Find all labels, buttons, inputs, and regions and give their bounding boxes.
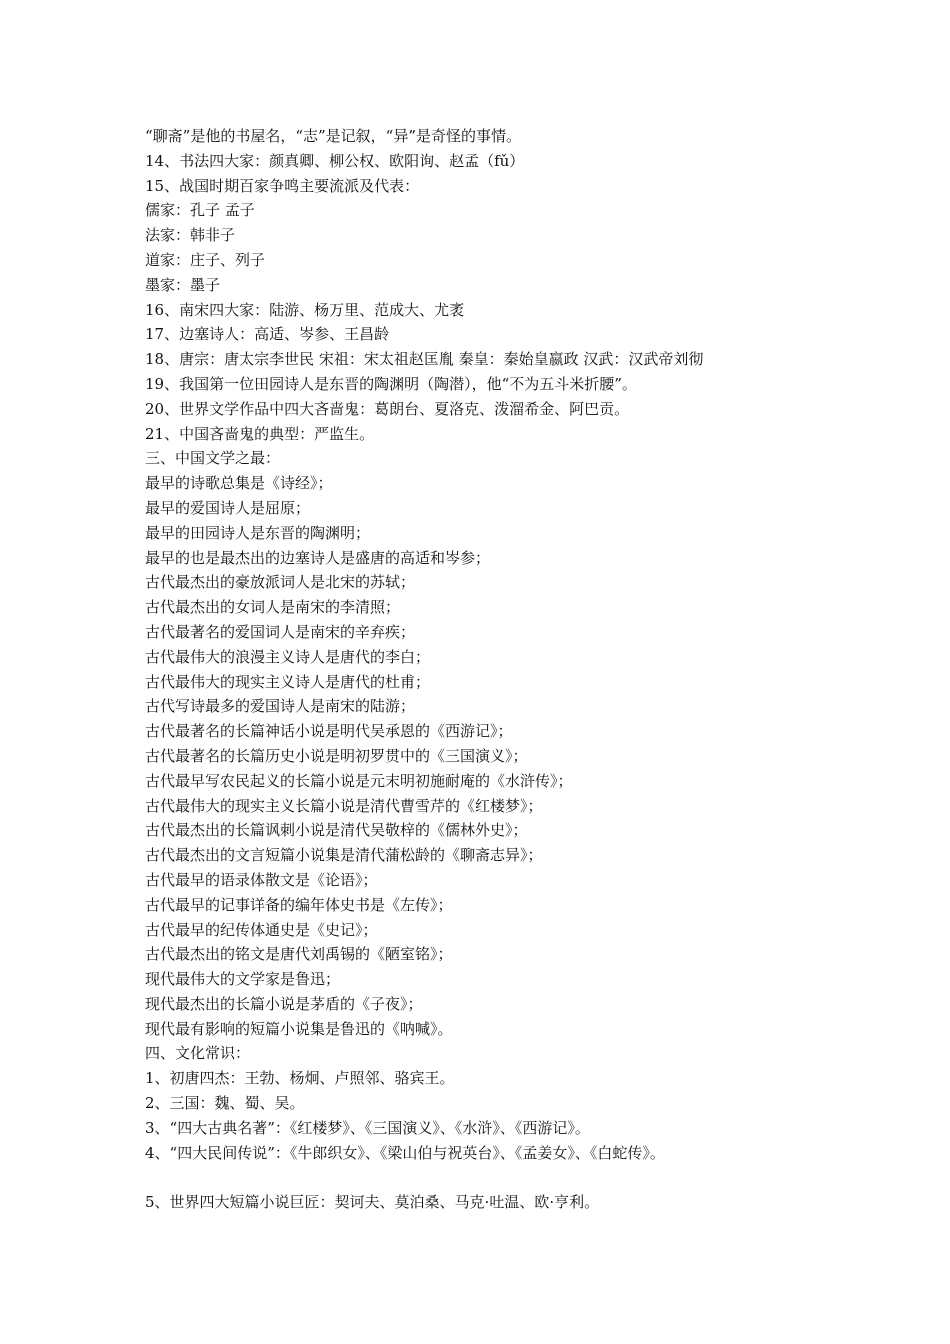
text-line: 古代最杰出的长篇讽刺小说是清代吴敬梓的《儒林外史》； <box>145 821 528 840</box>
text-line: 最早的诗歌总集是《诗经》； <box>145 474 333 493</box>
text-line: 古代最伟大的现实主义诗人是唐代的杜甫； <box>145 672 431 691</box>
text-line: 古代最早的记事详备的编年体史书是《左传》； <box>145 895 453 914</box>
text-line: 15、战国时期百家争鸣主要流派及代表： <box>145 176 420 195</box>
text-line: 古代最著名的长篇神话小说是明代吴承恩的《西游记》； <box>145 722 513 741</box>
text-line: 儒家：孔子 孟子 <box>145 201 255 220</box>
text-line: 古代最杰出的豪放派词人是北宋的苏轼； <box>145 573 416 592</box>
text-line: 最早的爱国诗人是屈原； <box>145 498 311 517</box>
text-line: 最早的田园诗人是东晋的陶渊明； <box>145 523 371 542</box>
text-line: 现代最有影响的短篇小说集是鲁迅的《呐喊》。 <box>145 1019 453 1038</box>
section-heading: 三、中国文学之最： <box>145 449 281 468</box>
text-line: 现代最杰出的长篇小说是茅盾的《子夜》； <box>145 994 423 1013</box>
text-line: 古代写诗最多的爱国诗人是南宋的陆游； <box>145 697 416 716</box>
text-line: 现代最伟大的文学家是鲁迅； <box>145 970 341 989</box>
text-line: “聊斋”是他的书屋名，“志”是记叙，“异”是奇怪的事情。 <box>145 127 522 145</box>
text-line: 4、“四大民间传说”：《牛郎织女》、《梁山伯与祝英台》、《孟姜女》、《白蛇传》。 <box>145 1143 665 1162</box>
text-line: 16、南宋四大家：陆游、杨万里、范成大、尤袤 <box>145 300 465 319</box>
text-line: 道家：庄子、列子 <box>145 250 266 269</box>
section-heading: 四、文化常识： <box>145 1044 251 1063</box>
text-line: 古代最杰出的文言短篇小说集是清代蒲松龄的《聊斋志异》； <box>145 846 543 865</box>
text-line: 17、边塞诗人：高适、岑参、王昌龄 <box>145 325 390 344</box>
text-line: 古代最早的纪传体通史是《史记》； <box>145 920 378 939</box>
text-line: 19、我国第一位田园诗人是东晋的陶渊明（陶潜），他“不为五斗米折腰”。 <box>145 374 637 393</box>
text-line: 古代最伟大的浪漫主义诗人是唐代的李白； <box>145 647 431 666</box>
text-line: 2、三国：魏、蜀、吴。 <box>145 1094 305 1113</box>
text-line: 最早的也是最杰出的边塞诗人是盛唐的高适和岑参； <box>145 548 491 567</box>
text-line: 古代最伟大的现实主义长篇小说是清代曹雪芹的《红楼梦》； <box>145 796 543 815</box>
text-line: 5、世界四大短篇小说巨匠：契诃夫、莫泊桑、马克·吐温、欧·亨利。 <box>145 1193 600 1212</box>
text-line: 古代最著名的长篇历史小说是明初罗贯中的《三国演义》； <box>145 746 528 765</box>
document-body <box>145 124 845 1215</box>
text-line: 古代最早写农民起义的长篇小说是元末明初施耐庵的《水浒传》； <box>145 771 573 790</box>
text-line: 古代最杰出的铭文是唐代刘禹锡的《陋室铭》； <box>145 945 453 964</box>
text-line: 墨家：墨子 <box>145 275 221 294</box>
text-line: 14、书法四大家：颜真卿、柳公权、欧阳询、赵孟（fǔ） <box>145 151 525 170</box>
text-line: 古代最早的语录体散文是《论语》； <box>145 870 378 889</box>
text-line: 18、唐宗：唐太宗李世民 宋祖：宋太祖赵匡胤 秦皇：秦始皇嬴政 汉武：汉武帝刘彻 <box>145 350 704 369</box>
text-line: 1、初唐四杰：王勃、杨炯、卢照邻、骆宾王。 <box>145 1069 455 1088</box>
blank-line <box>145 1165 845 1190</box>
text-line: 古代最著名的爱国词人是南宋的辛弃疾； <box>145 622 416 641</box>
text-line: 3、“四大古典名著”：《红楼梦》、《三国演义》、《水浒》、《西游记》。 <box>145 1118 590 1137</box>
text-line: 法家：韩非子 <box>145 226 236 245</box>
text-line: 20、世界文学作品中四大吝啬鬼：葛朗台、夏洛克、泼溜希金、阿巴贡。 <box>145 399 630 418</box>
text-line: 21、中国吝啬鬼的典型：严监生。 <box>145 424 375 443</box>
text-line: 古代最杰出的女词人是南宋的李清照； <box>145 598 401 617</box>
